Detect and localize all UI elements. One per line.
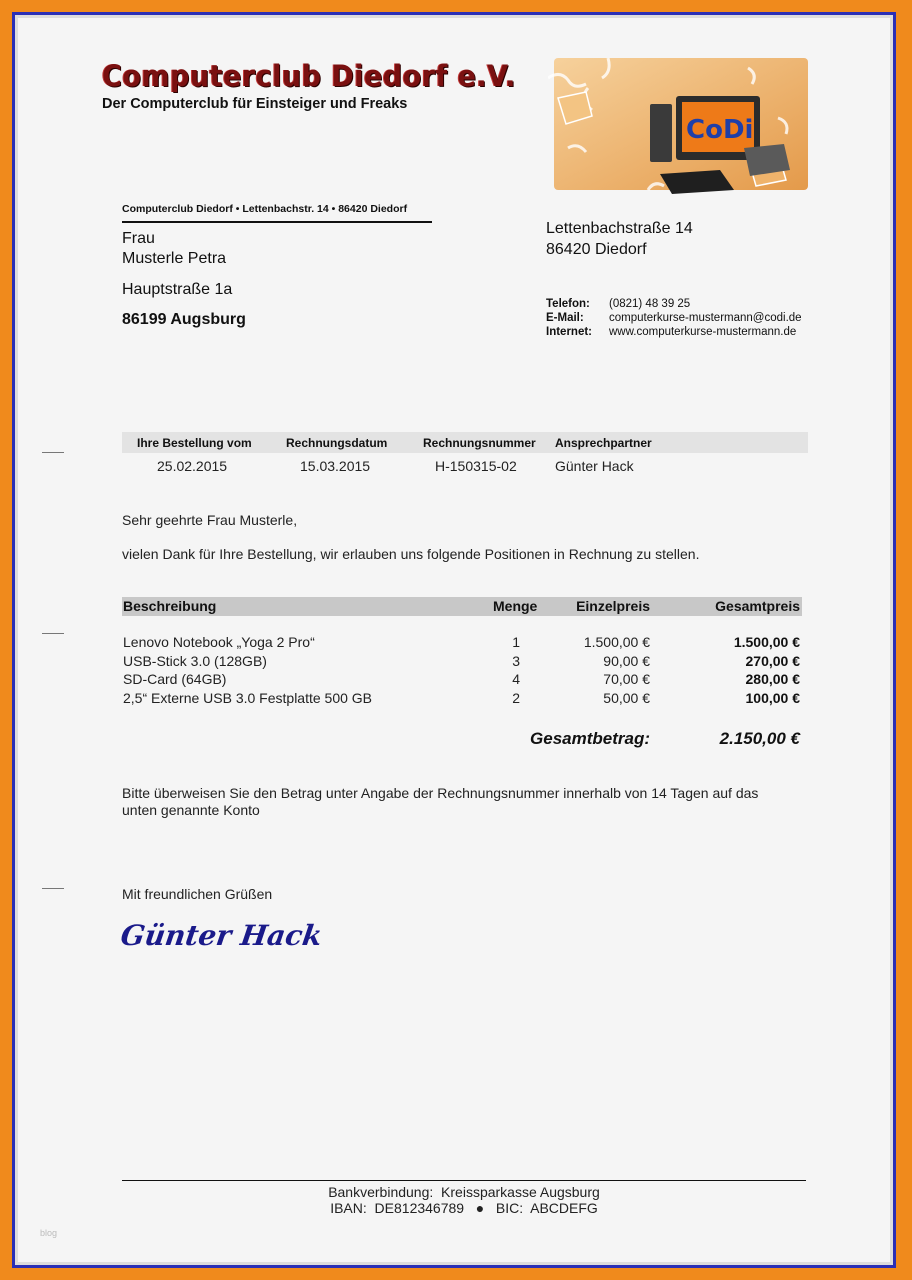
- table-row: [122, 671, 802, 690]
- recipient-address: [122, 229, 246, 330]
- sender-divider: [122, 221, 432, 223]
- contact-row-phone: [546, 297, 802, 311]
- table-row: [122, 634, 802, 653]
- contact-label: Telefon:: [546, 298, 590, 310]
- item-total-price: 270,00 €: [745, 652, 800, 669]
- total-amount: 2.150,00 €: [719, 729, 800, 748]
- greeting: Sehr geehrte Frau Musterle,: [122, 512, 298, 528]
- invoice-date-header: Rechnungsdatum: [286, 436, 388, 450]
- email-value: computerkurse-mustermann@codi.de: [609, 312, 802, 324]
- contact-block: [546, 297, 802, 339]
- company-street: Lettenbachstraße 14: [546, 220, 693, 237]
- phone-value: (0821) 48 39 25: [609, 298, 691, 310]
- item-unit-price: 50,00 €: [603, 689, 650, 706]
- sender-address-line: Computerclub Diedorf • Lettenbachstr. 14 • 86420 Diedorf: [122, 203, 408, 215]
- order-date-header: Ihre Bestellung vom: [137, 436, 252, 450]
- order-date: 25.02.2015: [157, 458, 228, 474]
- company-name: Computerclub Diedorf e.V.: [102, 60, 516, 94]
- item-description: 2,5“ Externe USB 3.0 Festplatte 500 GB: [123, 689, 373, 706]
- contact-label: Internet:: [546, 326, 592, 338]
- item-quantity: 3: [512, 652, 520, 669]
- items-table-header: [122, 597, 802, 616]
- invoice-info-values: [122, 457, 808, 477]
- contact-label: E-Mail:: [546, 312, 584, 324]
- invoice-number: H-150315-02: [435, 458, 517, 474]
- item-total-price: 1.500,00 €: [733, 634, 800, 650]
- invoice-total: [122, 729, 802, 751]
- table-row: [122, 690, 802, 709]
- fold-mark: [42, 452, 64, 453]
- closing: Mit freundlichen Grüßen: [122, 886, 273, 902]
- description-header: Beschreibung: [123, 598, 217, 614]
- payment-note: [122, 785, 758, 818]
- invoice-info-header: [122, 432, 808, 453]
- item-quantity: 1: [512, 634, 520, 650]
- item-description: USB-Stick 3.0 (128GB): [123, 652, 267, 669]
- company-tagline: Der Computerclub für Einsteiger und Freaks: [102, 96, 408, 112]
- intro-text: vielen Dank für Ihre Bestellung, wir erlauben uns folgende Positionen in Rechnung zu stellen.: [122, 546, 700, 562]
- signature: Günter Hack: [118, 919, 325, 952]
- website-value: www.computerkurse-mustermann.de: [609, 326, 797, 338]
- contact-person: Günter Hack: [555, 458, 634, 474]
- iban-bic: IBAN: DE812346789 ● BIC: ABCDEFG: [330, 1200, 598, 1216]
- bank-details: [122, 1184, 806, 1216]
- payment-note-line: Bitte überweisen Sie den Betrag unter Angabe der Rechnungsnummer innerhalb von 14 Tagen auf das: [122, 785, 759, 801]
- item-quantity: 2: [512, 689, 520, 706]
- svg-text:CoDi: CoDi: [686, 115, 754, 145]
- item-unit-price: 1.500,00 €: [583, 634, 650, 650]
- table-row: [122, 653, 802, 672]
- items-table-body: [122, 634, 802, 708]
- item-unit-price: 90,00 €: [603, 652, 650, 669]
- quantity-header: Menge: [493, 598, 538, 614]
- footer-divider: [122, 1180, 806, 1181]
- item-description: SD-Card (64GB): [123, 671, 227, 687]
- item-description: Lenovo Notebook „Yoga 2 Pro“: [123, 634, 315, 650]
- watermark: blog: [40, 1228, 58, 1238]
- item-unit-price: 70,00 €: [603, 671, 650, 687]
- total-price-header: Gesamtpreis: [715, 598, 800, 614]
- company-address: [546, 218, 693, 260]
- recipient-city: 86199 Augsburg: [122, 311, 246, 328]
- recipient-street: Hauptstraße 1a: [122, 281, 233, 298]
- item-total-price: 280,00 €: [745, 671, 800, 687]
- recipient-name: Musterle Petra: [122, 250, 227, 267]
- item-total-price: 100,00 €: [745, 689, 800, 706]
- company-city: 86420 Diedorf: [546, 241, 647, 258]
- fold-mark: [42, 888, 64, 889]
- unit-price-header: Einzelpreis: [576, 598, 650, 614]
- bank-name: Bankverbindung: Kreissparkasse Augsburg: [328, 1184, 600, 1200]
- company-logo: [548, 58, 808, 202]
- payment-note-line: unten genannte Konto: [122, 801, 260, 818]
- contact-row-web: [546, 325, 802, 339]
- total-label: Gesamtbetrag:: [530, 729, 650, 748]
- invoice-number-header: Rechnungsnummer: [423, 436, 536, 450]
- item-quantity: 4: [512, 671, 520, 687]
- recipient-salutation: Frau: [122, 230, 155, 247]
- contact-row-email: [546, 311, 802, 325]
- punch-mark: [42, 633, 64, 634]
- invoice-date: 15.03.2015: [300, 458, 371, 474]
- contact-person-header: Ansprechpartner: [555, 436, 652, 450]
